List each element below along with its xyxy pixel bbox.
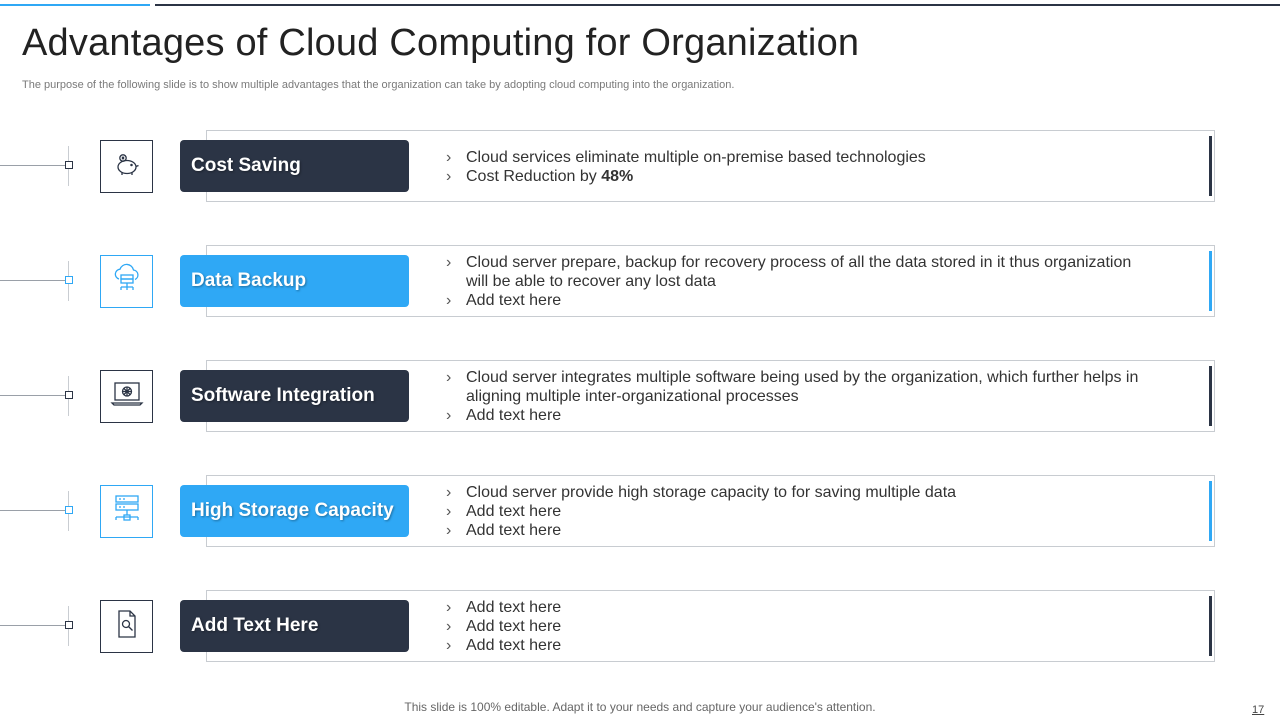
connector-node	[65, 391, 73, 399]
advantage-row-cost-saving	[0, 130, 1280, 210]
piggy-bank-icon	[112, 149, 142, 184]
connector-node	[65, 161, 73, 169]
bullet-item	[446, 167, 1146, 186]
connector-line	[0, 165, 66, 166]
advantage-row-software-integration	[0, 360, 1280, 440]
advantage-bullets	[446, 598, 1146, 655]
connector-line	[0, 510, 66, 511]
icon-box	[100, 485, 153, 538]
advantage-label: Add Text Here	[180, 600, 409, 652]
card-accent-bar	[1209, 136, 1212, 196]
card-accent-bar	[1209, 366, 1212, 426]
bullet-item: › Add text here	[446, 636, 1146, 655]
bullet-item: › Cloud server prepare, backup for recovery process of all the data stored in it thus organization will be able to recover any lost data	[446, 253, 1146, 291]
bullet-item: › Add text here	[446, 521, 1146, 540]
advantage-bullets	[446, 253, 1146, 310]
page-subtitle: The purpose of the following slide is to show multiple advantages that the organization can take by adopting cloud computing into the organization.	[22, 79, 735, 91]
advantage-row-high-storage-capacity	[0, 475, 1280, 555]
bullet-item: › Add text here	[446, 617, 1146, 636]
advantage-bullets	[446, 148, 1146, 186]
card-accent-bar	[1209, 596, 1212, 656]
advantage-label: Data Backup	[180, 255, 409, 307]
document-search-icon	[113, 608, 141, 645]
advantage-bullets	[446, 368, 1146, 425]
connector-line	[0, 395, 66, 396]
advantage-bullets	[446, 483, 1146, 540]
page-number: 17	[1252, 704, 1265, 716]
bullet-item: › Cloud services eliminate multiple on-premise based technologies	[446, 148, 1146, 167]
icon-box	[100, 600, 153, 653]
cloud-server-icon	[111, 263, 143, 300]
page-title: Advantages of Cloud Computing for Organization	[22, 22, 860, 64]
icon-box	[100, 140, 153, 193]
bullet-item: › Add text here	[446, 291, 1146, 310]
advantage-label: Software Integration	[180, 370, 409, 422]
connector-node	[65, 506, 73, 514]
footer-note: This slide is 100% editable. Adapt it to your needs and capture your audience's attention.	[404, 700, 876, 714]
advantage-label: High Storage Capacity	[180, 485, 409, 537]
server-rack-icon	[112, 493, 142, 530]
connector-node	[65, 276, 73, 284]
bullet-text: Cost Reduction by	[466, 168, 602, 185]
advantage-row-add-text-here	[0, 590, 1280, 670]
bullet-item: › Cloud server provide high storage capacity to for saving multiple data	[446, 483, 1146, 502]
bullet-item: › Add text here	[446, 406, 1146, 425]
bullet-highlight-value: 48%	[601, 168, 634, 185]
connector-node	[65, 621, 73, 629]
icon-box	[100, 370, 153, 423]
top-accent-bar-blue	[0, 4, 150, 6]
bullet-item: › Add text here	[446, 598, 1146, 617]
bullet-item: › Add text here	[446, 502, 1146, 521]
top-accent-bar-dark	[155, 4, 1280, 6]
connector-line	[0, 280, 66, 281]
advantage-row-data-backup	[0, 245, 1280, 325]
icon-box	[100, 255, 153, 308]
card-accent-bar	[1209, 481, 1212, 541]
advantage-label: Cost Saving	[180, 140, 409, 192]
laptop-network-icon	[110, 379, 144, 414]
card-accent-bar	[1209, 251, 1212, 311]
connector-line	[0, 625, 66, 626]
bullet-item: › Cloud server integrates multiple software being used by the organization, which further helps in aligning multiple inter-organizational processes	[446, 368, 1146, 406]
